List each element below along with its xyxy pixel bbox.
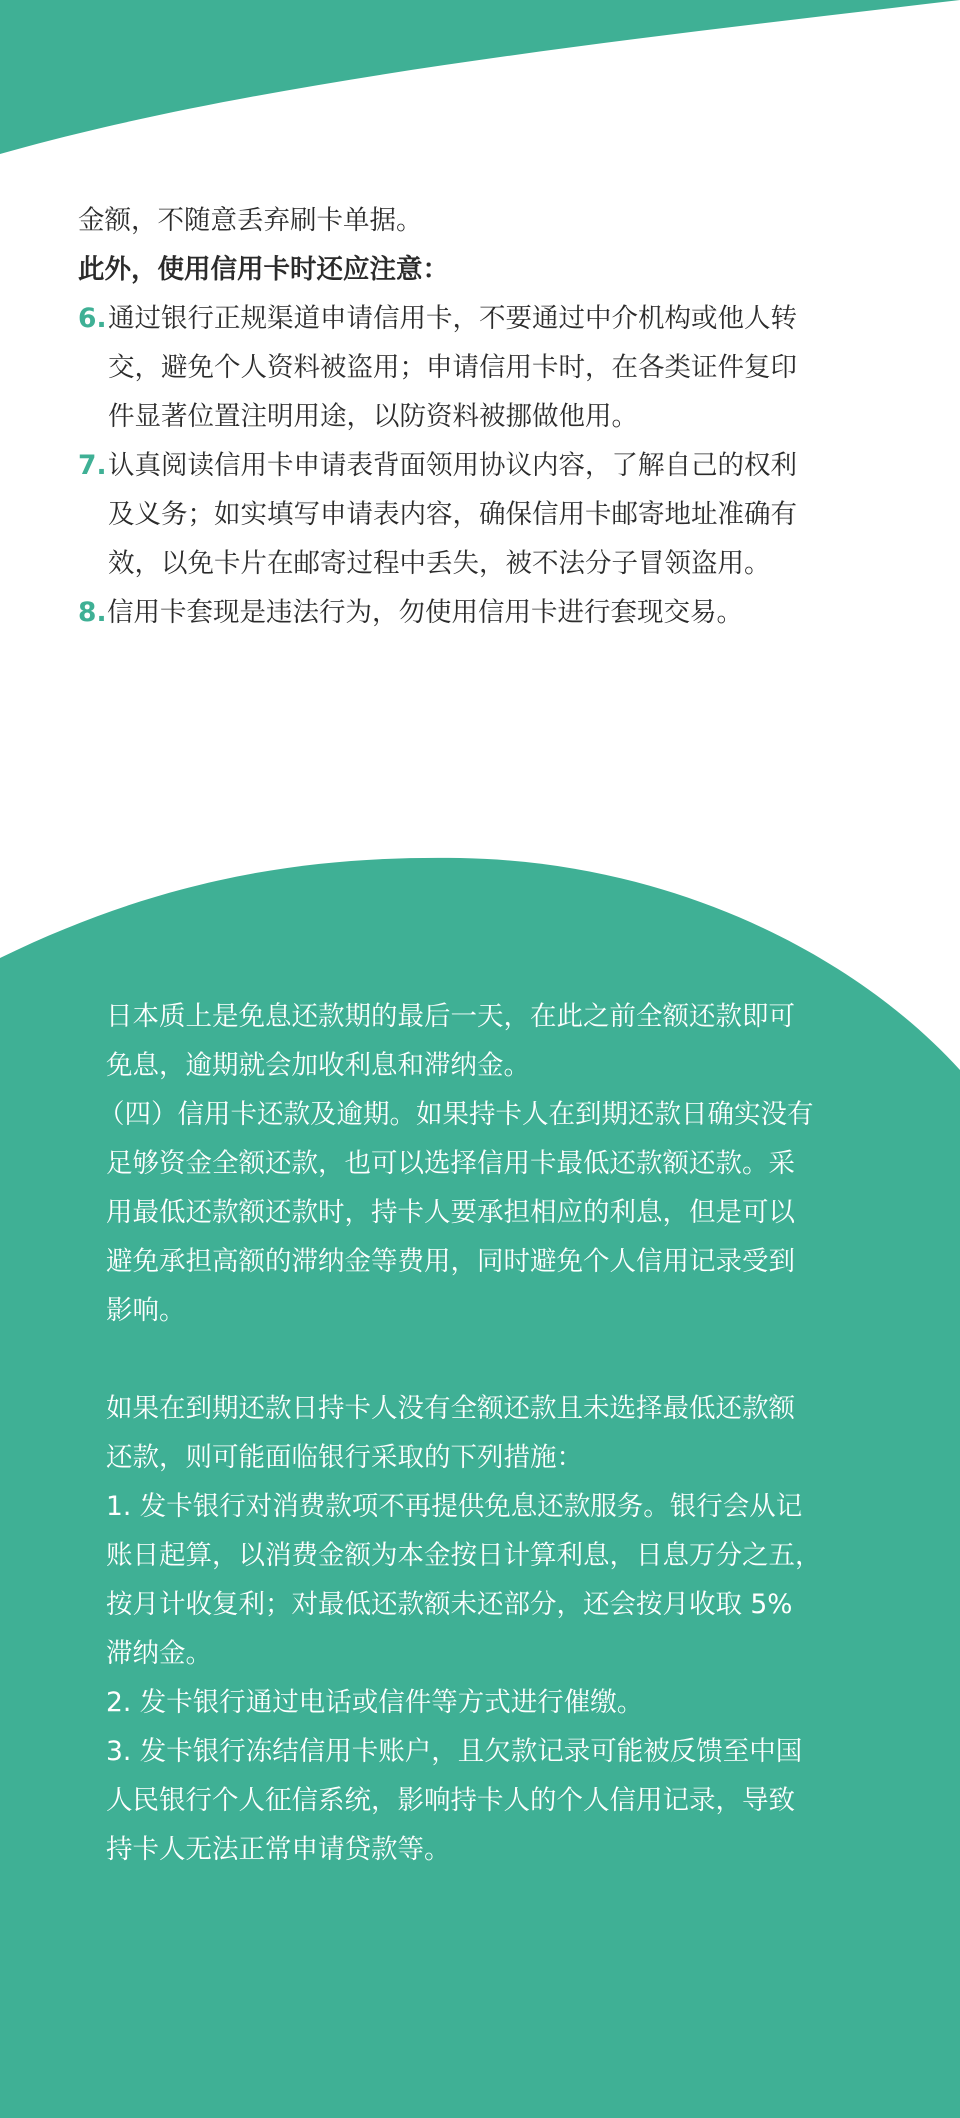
section4-line: （四）信用卡还款及逾期。如果持卡人在到期还款日确实没有 [98, 1099, 814, 1130]
item-line: 交，避免个人资料被盗用；申请信用卡时，在各类证件复印 [108, 352, 797, 383]
list-item-8 [78, 588, 878, 637]
paragraph-gap [106, 1335, 866, 1384]
item-line: 件显著位置注明用途，以防资料被挪做他用。 [108, 401, 638, 432]
measures-intro-line: 如果在到期还款日持卡人没有全额还款且未选择最低还款额 [106, 1393, 795, 1424]
section4-line: 用最低还款额还款时，持卡人要承担相应的利息，但是可以 [106, 1197, 795, 1228]
list-item-6 [78, 294, 878, 441]
measure-line: 按月计收复利；对最低还款额未还部分，还会按月收取 5% [106, 1589, 793, 1620]
list-item-7 [78, 441, 878, 588]
item-number: 7. [78, 450, 107, 481]
measure-line: 账日起算，以消费金额为本金按日计算利息，日息万分之五， [106, 1540, 822, 1571]
measure-line: 人民银行个人征信系统，影响持卡人的个人信用记录，导致 [106, 1785, 795, 1816]
item-line: 通过银行正规渠道申请信用卡，不要通过中介机构或他人转 [108, 303, 797, 334]
item-line: 效，以免卡片在邮寄过程中丢失，被不法分子冒领盗用。 [108, 548, 771, 579]
section4-line: 影响。 [106, 1295, 186, 1326]
item-number: 6. [78, 303, 107, 334]
section4-line: 避免承担高额的滞纳金等费用，同时避免个人信用记录受到 [106, 1246, 795, 1277]
bottom-text-block [98, 992, 866, 1874]
measures-intro-line: 还款，则可能面临银行采取的下列措施： [106, 1442, 583, 1473]
intro-line: 日本质上是免息还款期的最后一天，在此之前全额还款即可 [106, 1001, 795, 1032]
intro-line: 免息，逾期就会加收利息和滞纳金。 [106, 1050, 530, 1081]
top-text-block [78, 196, 878, 637]
item-line: 及义务；如实填写申请表内容，确保信用卡邮寄地址准确有 [108, 499, 797, 530]
notes-heading: 此外，使用信用卡时还应注意： [78, 254, 449, 285]
continuation-line: 金额，不随意丢弃刷卡单据。 [78, 205, 423, 236]
top-wave-shape [0, 0, 960, 154]
item-number: 8. [78, 597, 107, 628]
item-line: 认真阅读信用卡申请表背面领用协议内容，了解自己的权利 [108, 450, 797, 481]
measure-line: 3. 发卡银行冻结信用卡账户，且欠款记录可能被反馈至中国 [106, 1736, 803, 1767]
measure-line: 1. 发卡银行对消费款项不再提供免息还款服务。银行会从记 [106, 1491, 803, 1522]
measure-line: 2. 发卡银行通过电话或信件等方式进行催缴。 [106, 1687, 644, 1718]
measure-line: 滞纳金。 [106, 1638, 212, 1669]
section4-line: 足够资金全额还款，也可以选择信用卡最低还款额还款。采 [106, 1148, 795, 1179]
measure-line: 持卡人无法正常申请贷款等。 [106, 1834, 451, 1865]
item-line: 信用卡套现是违法行为，勿使用信用卡进行套现交易。 [107, 597, 743, 628]
